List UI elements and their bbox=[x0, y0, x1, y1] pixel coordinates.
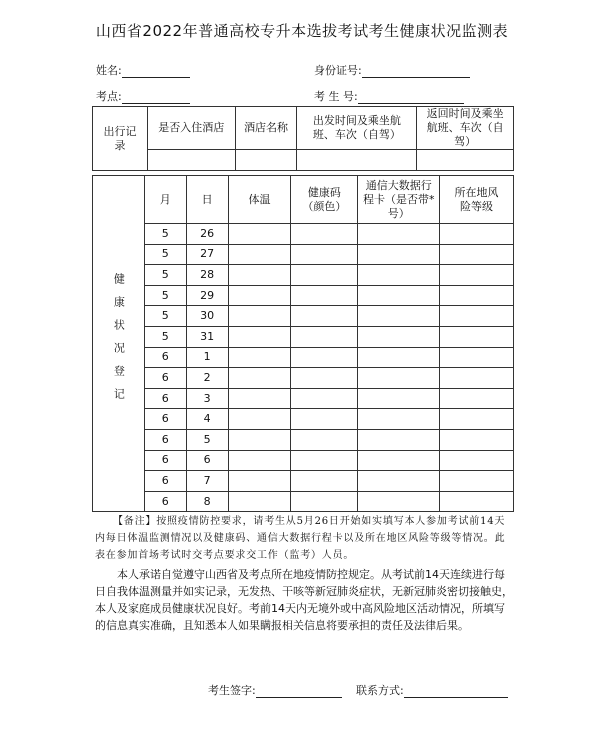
row-temp-cell[interactable] bbox=[228, 326, 291, 347]
row-risk-cell[interactable] bbox=[440, 244, 514, 265]
col-risk: 所在地风险等级 bbox=[440, 176, 514, 224]
site-field[interactable] bbox=[96, 88, 190, 104]
travel-col-hotel: 是否入住酒店 bbox=[147, 107, 235, 150]
row-temp-cell[interactable] bbox=[228, 450, 291, 471]
row-trip-cell[interactable] bbox=[358, 265, 440, 286]
row-day: 30 bbox=[186, 306, 228, 327]
row-code-cell[interactable] bbox=[291, 326, 358, 347]
contact-field[interactable] bbox=[356, 682, 508, 698]
row-risk-cell[interactable] bbox=[440, 347, 514, 368]
row-code-cell[interactable] bbox=[291, 265, 358, 286]
row-day: 8 bbox=[186, 491, 228, 512]
travel-col-hotel-name: 酒店名称 bbox=[235, 107, 297, 150]
id-field[interactable] bbox=[314, 62, 470, 78]
travel-cell-return[interactable] bbox=[417, 150, 514, 171]
health-row bbox=[93, 429, 514, 450]
col-trip: 通信大数据行程卡（是否带*号） bbox=[358, 176, 440, 224]
row-trip-cell[interactable] bbox=[358, 471, 440, 492]
pledge-paragraph: 本人承诺自觉遵守山西省及考点所在地疫情防控规定。从考试前14天连续进行每日自我体温测量并如实记录，无发热、干咳等新冠肺炎症状，无新冠肺炎密切接触史，本人及家庭成员健康状况良好。考前14天内无境外或中高风险地区活动情况，所填写的信息真实准确，且知悉本人如果瞒报相关信息将要承担的责任及法律后果。 bbox=[95, 568, 513, 632]
row-day: 2 bbox=[186, 368, 228, 389]
signature-field[interactable] bbox=[208, 682, 342, 698]
row-risk-cell[interactable] bbox=[440, 285, 514, 306]
row-code-cell[interactable] bbox=[291, 244, 358, 265]
row-month: 5 bbox=[144, 224, 186, 245]
row-risk-cell[interactable] bbox=[440, 306, 514, 327]
row-code-cell[interactable] bbox=[291, 388, 358, 409]
travel-col-return: 返回时间及乘坐航班、车次（自驾） bbox=[417, 107, 514, 150]
health-row bbox=[93, 388, 514, 409]
row-day: 1 bbox=[186, 347, 228, 368]
row-code-cell[interactable] bbox=[291, 409, 358, 430]
col-temp: 体温 bbox=[228, 176, 291, 224]
row-day: 31 bbox=[186, 326, 228, 347]
signature-label: 考生签字: bbox=[208, 684, 256, 697]
row-month: 5 bbox=[144, 326, 186, 347]
row-temp-cell[interactable] bbox=[228, 347, 291, 368]
site-label: 考点: bbox=[96, 90, 122, 103]
row-day: 29 bbox=[186, 285, 228, 306]
health-row bbox=[93, 409, 514, 430]
exam-no-line[interactable] bbox=[358, 91, 464, 104]
row-month: 5 bbox=[144, 285, 186, 306]
row-day: 26 bbox=[186, 224, 228, 245]
row-day: 28 bbox=[186, 265, 228, 286]
col-day: 日 bbox=[186, 176, 228, 224]
row-month: 6 bbox=[144, 429, 186, 450]
col-month: 月 bbox=[144, 176, 186, 224]
health-side-label-cell bbox=[93, 176, 145, 512]
row-code-cell[interactable] bbox=[291, 347, 358, 368]
row-trip-cell[interactable] bbox=[358, 347, 440, 368]
row-risk-cell[interactable] bbox=[440, 368, 514, 389]
row-temp-cell[interactable] bbox=[228, 388, 291, 409]
row-risk-cell[interactable] bbox=[440, 429, 514, 450]
name-line[interactable] bbox=[122, 65, 190, 78]
row-code-cell[interactable] bbox=[291, 491, 358, 512]
health-row bbox=[93, 224, 514, 245]
signature-line[interactable] bbox=[256, 685, 342, 698]
health-row bbox=[93, 491, 514, 512]
row-month: 5 bbox=[144, 306, 186, 327]
travel-cell-hotel[interactable] bbox=[147, 150, 235, 171]
row-code-cell[interactable] bbox=[291, 285, 358, 306]
row-day: 27 bbox=[186, 244, 228, 265]
health-row bbox=[93, 244, 514, 265]
row-trip-cell[interactable] bbox=[358, 491, 440, 512]
row-risk-cell[interactable] bbox=[440, 224, 514, 245]
row-month: 6 bbox=[144, 409, 186, 430]
row-risk-cell[interactable] bbox=[440, 265, 514, 286]
row-risk-cell[interactable] bbox=[440, 388, 514, 409]
row-temp-cell[interactable] bbox=[228, 306, 291, 327]
note-text: 按照疫情防控要求，请考生从5月26日开始如实填写本人参加考试前14天内每日体温监测情况以及健康码、通信大数据行程卡以及所在地区风险等级等情况。此表在参加首场考试时交考点要求交工作（监考）人员。 bbox=[95, 516, 506, 561]
row-code-cell[interactable] bbox=[291, 471, 358, 492]
row-risk-cell[interactable] bbox=[440, 450, 514, 471]
row-trip-cell[interactable] bbox=[358, 224, 440, 245]
row-trip-cell[interactable] bbox=[358, 244, 440, 265]
row-risk-cell[interactable] bbox=[440, 491, 514, 512]
row-day: 5 bbox=[186, 429, 228, 450]
contact-line[interactable] bbox=[404, 685, 508, 698]
health-row bbox=[93, 285, 514, 306]
row-month: 6 bbox=[144, 491, 186, 512]
health-row bbox=[93, 450, 514, 471]
exam-no-label: 考 生 号: bbox=[314, 90, 358, 103]
travel-cell-hotel-name[interactable] bbox=[235, 150, 297, 171]
row-day: 3 bbox=[186, 388, 228, 409]
page-title: 山西省2022年普通高校专升本选拔考试考生健康状况监测表 bbox=[95, 22, 509, 40]
row-month: 6 bbox=[144, 388, 186, 409]
health-side-label: 健康状况登记 bbox=[112, 272, 126, 411]
row-trip-cell[interactable] bbox=[358, 388, 440, 409]
row-code-cell[interactable] bbox=[291, 429, 358, 450]
name-field[interactable] bbox=[96, 62, 190, 78]
row-month: 5 bbox=[144, 244, 186, 265]
health-row bbox=[93, 471, 514, 492]
row-trip-cell[interactable] bbox=[358, 409, 440, 430]
row-temp-cell[interactable] bbox=[228, 285, 291, 306]
row-temp-cell[interactable] bbox=[228, 409, 291, 430]
row-code-cell[interactable] bbox=[291, 224, 358, 245]
row-code-cell[interactable] bbox=[291, 306, 358, 327]
row-trip-cell[interactable] bbox=[358, 450, 440, 471]
row-risk-cell[interactable] bbox=[440, 471, 514, 492]
row-temp-cell[interactable] bbox=[228, 224, 291, 245]
travel-cell-depart[interactable] bbox=[297, 150, 417, 171]
row-month: 6 bbox=[144, 368, 186, 389]
row-trip-cell[interactable] bbox=[358, 368, 440, 389]
row-temp-cell[interactable] bbox=[228, 471, 291, 492]
note-paragraph bbox=[95, 513, 510, 564]
row-day: 6 bbox=[186, 450, 228, 471]
row-temp-cell[interactable] bbox=[228, 244, 291, 265]
travel-table bbox=[92, 106, 514, 171]
row-month: 6 bbox=[144, 347, 186, 368]
id-line[interactable] bbox=[362, 65, 470, 78]
health-table bbox=[92, 175, 514, 512]
health-row bbox=[93, 368, 514, 389]
health-row bbox=[93, 347, 514, 368]
row-trip-cell[interactable] bbox=[358, 285, 440, 306]
row-risk-cell[interactable] bbox=[440, 326, 514, 347]
row-day: 4 bbox=[186, 409, 228, 430]
row-month: 6 bbox=[144, 471, 186, 492]
col-code: 健康码（颜色） bbox=[291, 176, 358, 224]
row-temp-cell[interactable] bbox=[228, 491, 291, 512]
contact-label: 联系方式: bbox=[356, 684, 404, 697]
row-month: 6 bbox=[144, 450, 186, 471]
row-temp-cell[interactable] bbox=[228, 265, 291, 286]
row-day: 7 bbox=[186, 471, 228, 492]
health-row bbox=[93, 265, 514, 286]
travel-col-depart: 出发时间及乘坐航班、车次（自驾） bbox=[297, 107, 417, 150]
row-trip-cell[interactable] bbox=[358, 306, 440, 327]
health-row bbox=[93, 306, 514, 327]
row-trip-cell[interactable] bbox=[358, 429, 440, 450]
row-trip-cell[interactable] bbox=[358, 326, 440, 347]
site-line[interactable] bbox=[122, 91, 190, 104]
note-tag: 【备注】 bbox=[113, 516, 157, 527]
row-risk-cell[interactable] bbox=[440, 409, 514, 430]
exam-no-field[interactable] bbox=[314, 88, 464, 104]
health-row bbox=[93, 326, 514, 347]
travel-header: 出行记录 bbox=[93, 107, 148, 171]
row-temp-cell[interactable] bbox=[228, 368, 291, 389]
row-code-cell[interactable] bbox=[291, 450, 358, 471]
name-label: 姓名: bbox=[96, 64, 122, 77]
row-code-cell[interactable] bbox=[291, 368, 358, 389]
row-month: 5 bbox=[144, 265, 186, 286]
row-temp-cell[interactable] bbox=[228, 429, 291, 450]
id-label: 身份证号: bbox=[314, 64, 362, 77]
